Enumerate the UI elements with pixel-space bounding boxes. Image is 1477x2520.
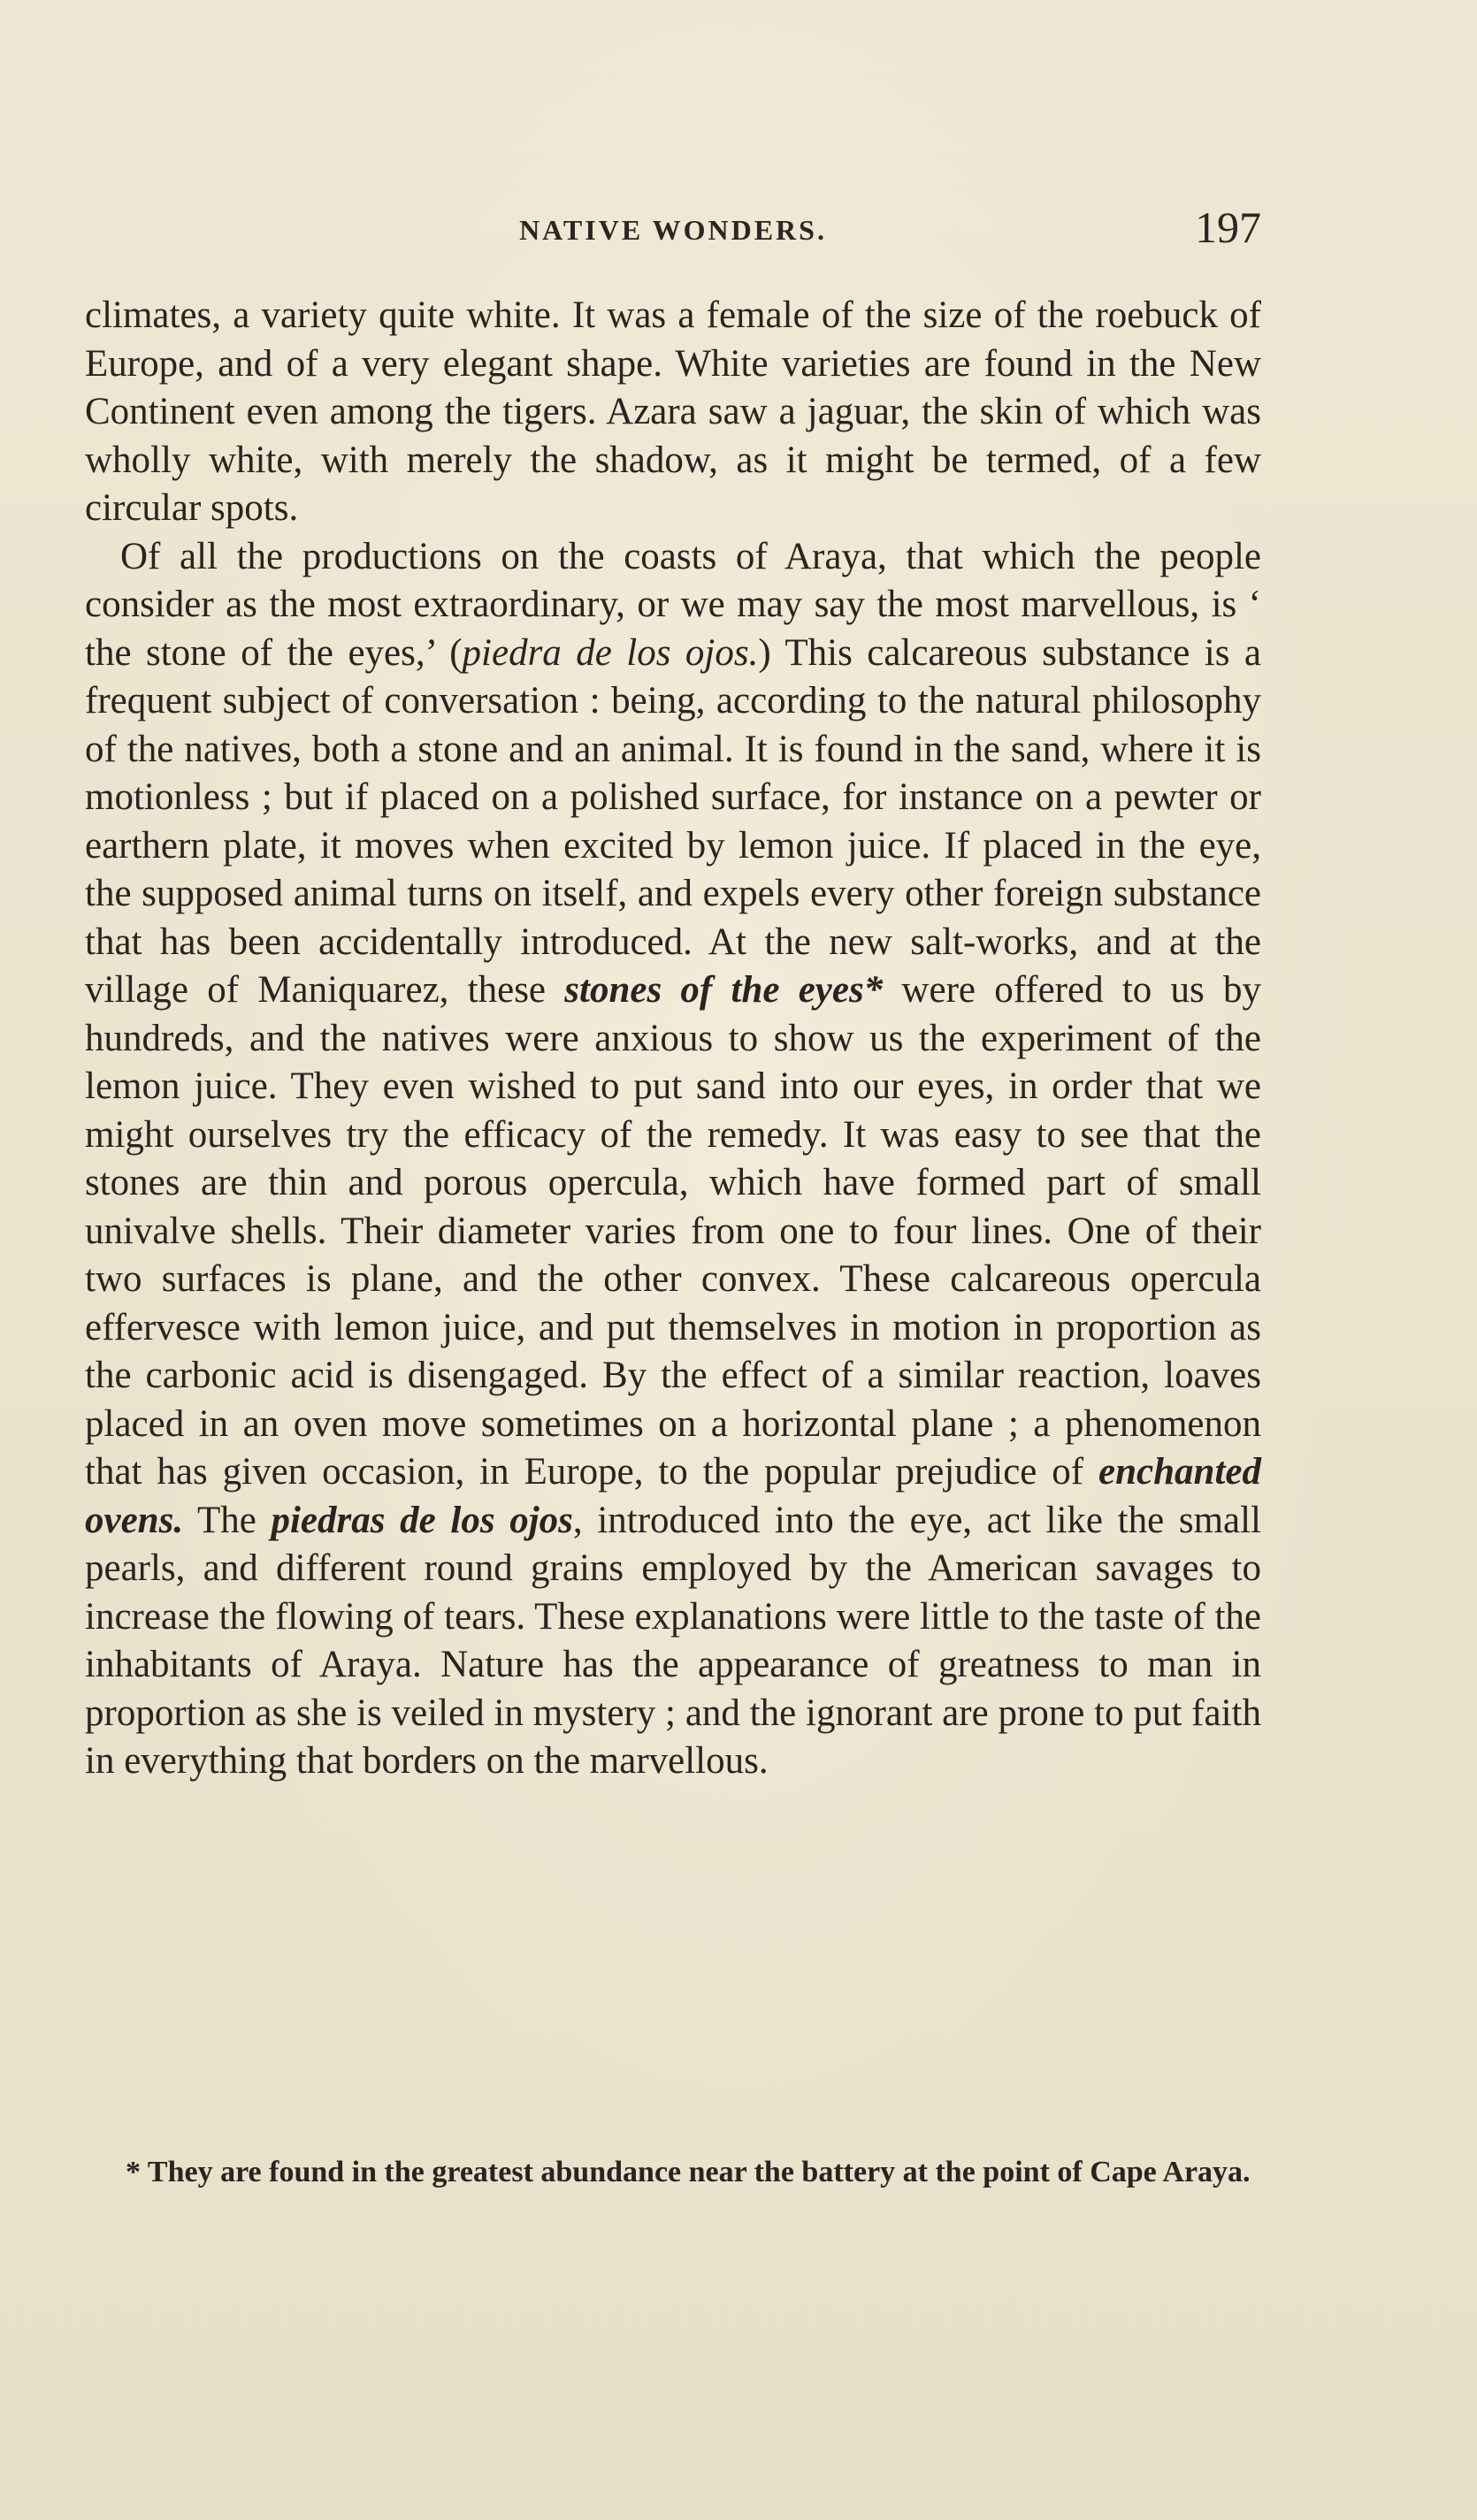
text-run: , introduced into the eye, act like the small pearls, and different round grains employed by the American savages to increase the flowing of tears. These explanations were little to the taste of the inhabitants of Araya. Nature has the appearance of greatness to man in proportion as she is veiled in mystery ; and the ignorant are prone to put faith in everything that borders on the marvellous. xyxy=(85,1499,1261,1782)
italic-term: stones of the eyes* xyxy=(564,969,884,1011)
paragraph-continuation: climates, a variety quite white. It was a female of the size of the roebuck of Europe, and of a very elegant shape. White varieties are found in the New Continent even among the tigers. Azara saw a jaguar, the skin of which was wholly white, with merely the shadow, as it might be termed, of a few circular spots. xyxy=(85,294,1261,529)
page-header xyxy=(85,202,1261,263)
text-run: ) This calcareous substance is a frequent subject of conversation : being, according to the natural philosophy of the natives, both a stone and an animal. It is found in the sand, where it is motionless ; but if placed on a polished surface, for instance on a pewter or earthern plate, it moves when excited by lemon juice. If placed in the eye, the supposed animal turns on itself, and expels every other foreign substance that has been accidentally introduced. At the new salt-works, and at the village of Maniquarez, these xyxy=(85,631,1261,1011)
text-run: were offered to us by hundreds, and the natives were anxious to show us the experiment of the lemon juice. They even wished to put sand into our eyes, in order that we might ourselves try the efficacy of the remedy. It was easy to see that the stones are thin and porous opercula, which have formed part of small univalve shells. Their diameter varies from one to four lines. One of their two surfaces is plane, and the other convex. These calcareous opercula effervesce with lemon juice, and put themselves in motion in proportion as the carbonic acid is disengaged. By the effect of a similar reaction, loaves placed in an oven move sometimes on a horizontal plane ; a phenomenon that has given occasion, in Europe, to the popular prejudice of xyxy=(85,969,1262,1493)
footnote: * They are found in the greatest abundance near the battery at the point of Cape Araya. xyxy=(126,2156,1251,2188)
body-text xyxy=(85,292,1261,1786)
italic-term: piedras de los ojos xyxy=(271,1499,573,1541)
text-run: Of all the productions on the coasts of Araya, that which the people consider as the most extraordinary, or we may say the most marvellous, is ‘ the stone of the eyes,’ ( xyxy=(85,535,1261,674)
page-number: 197 xyxy=(1195,202,1261,252)
paragraph-stone-of-the-eyes xyxy=(85,533,1261,1786)
text-run: The xyxy=(183,1499,272,1541)
italic-term: enchanted ovens. xyxy=(85,1451,1261,1541)
running-title: NATIVE WONDERS. xyxy=(519,214,827,246)
italic-term: piedra de los ojos. xyxy=(462,631,759,674)
